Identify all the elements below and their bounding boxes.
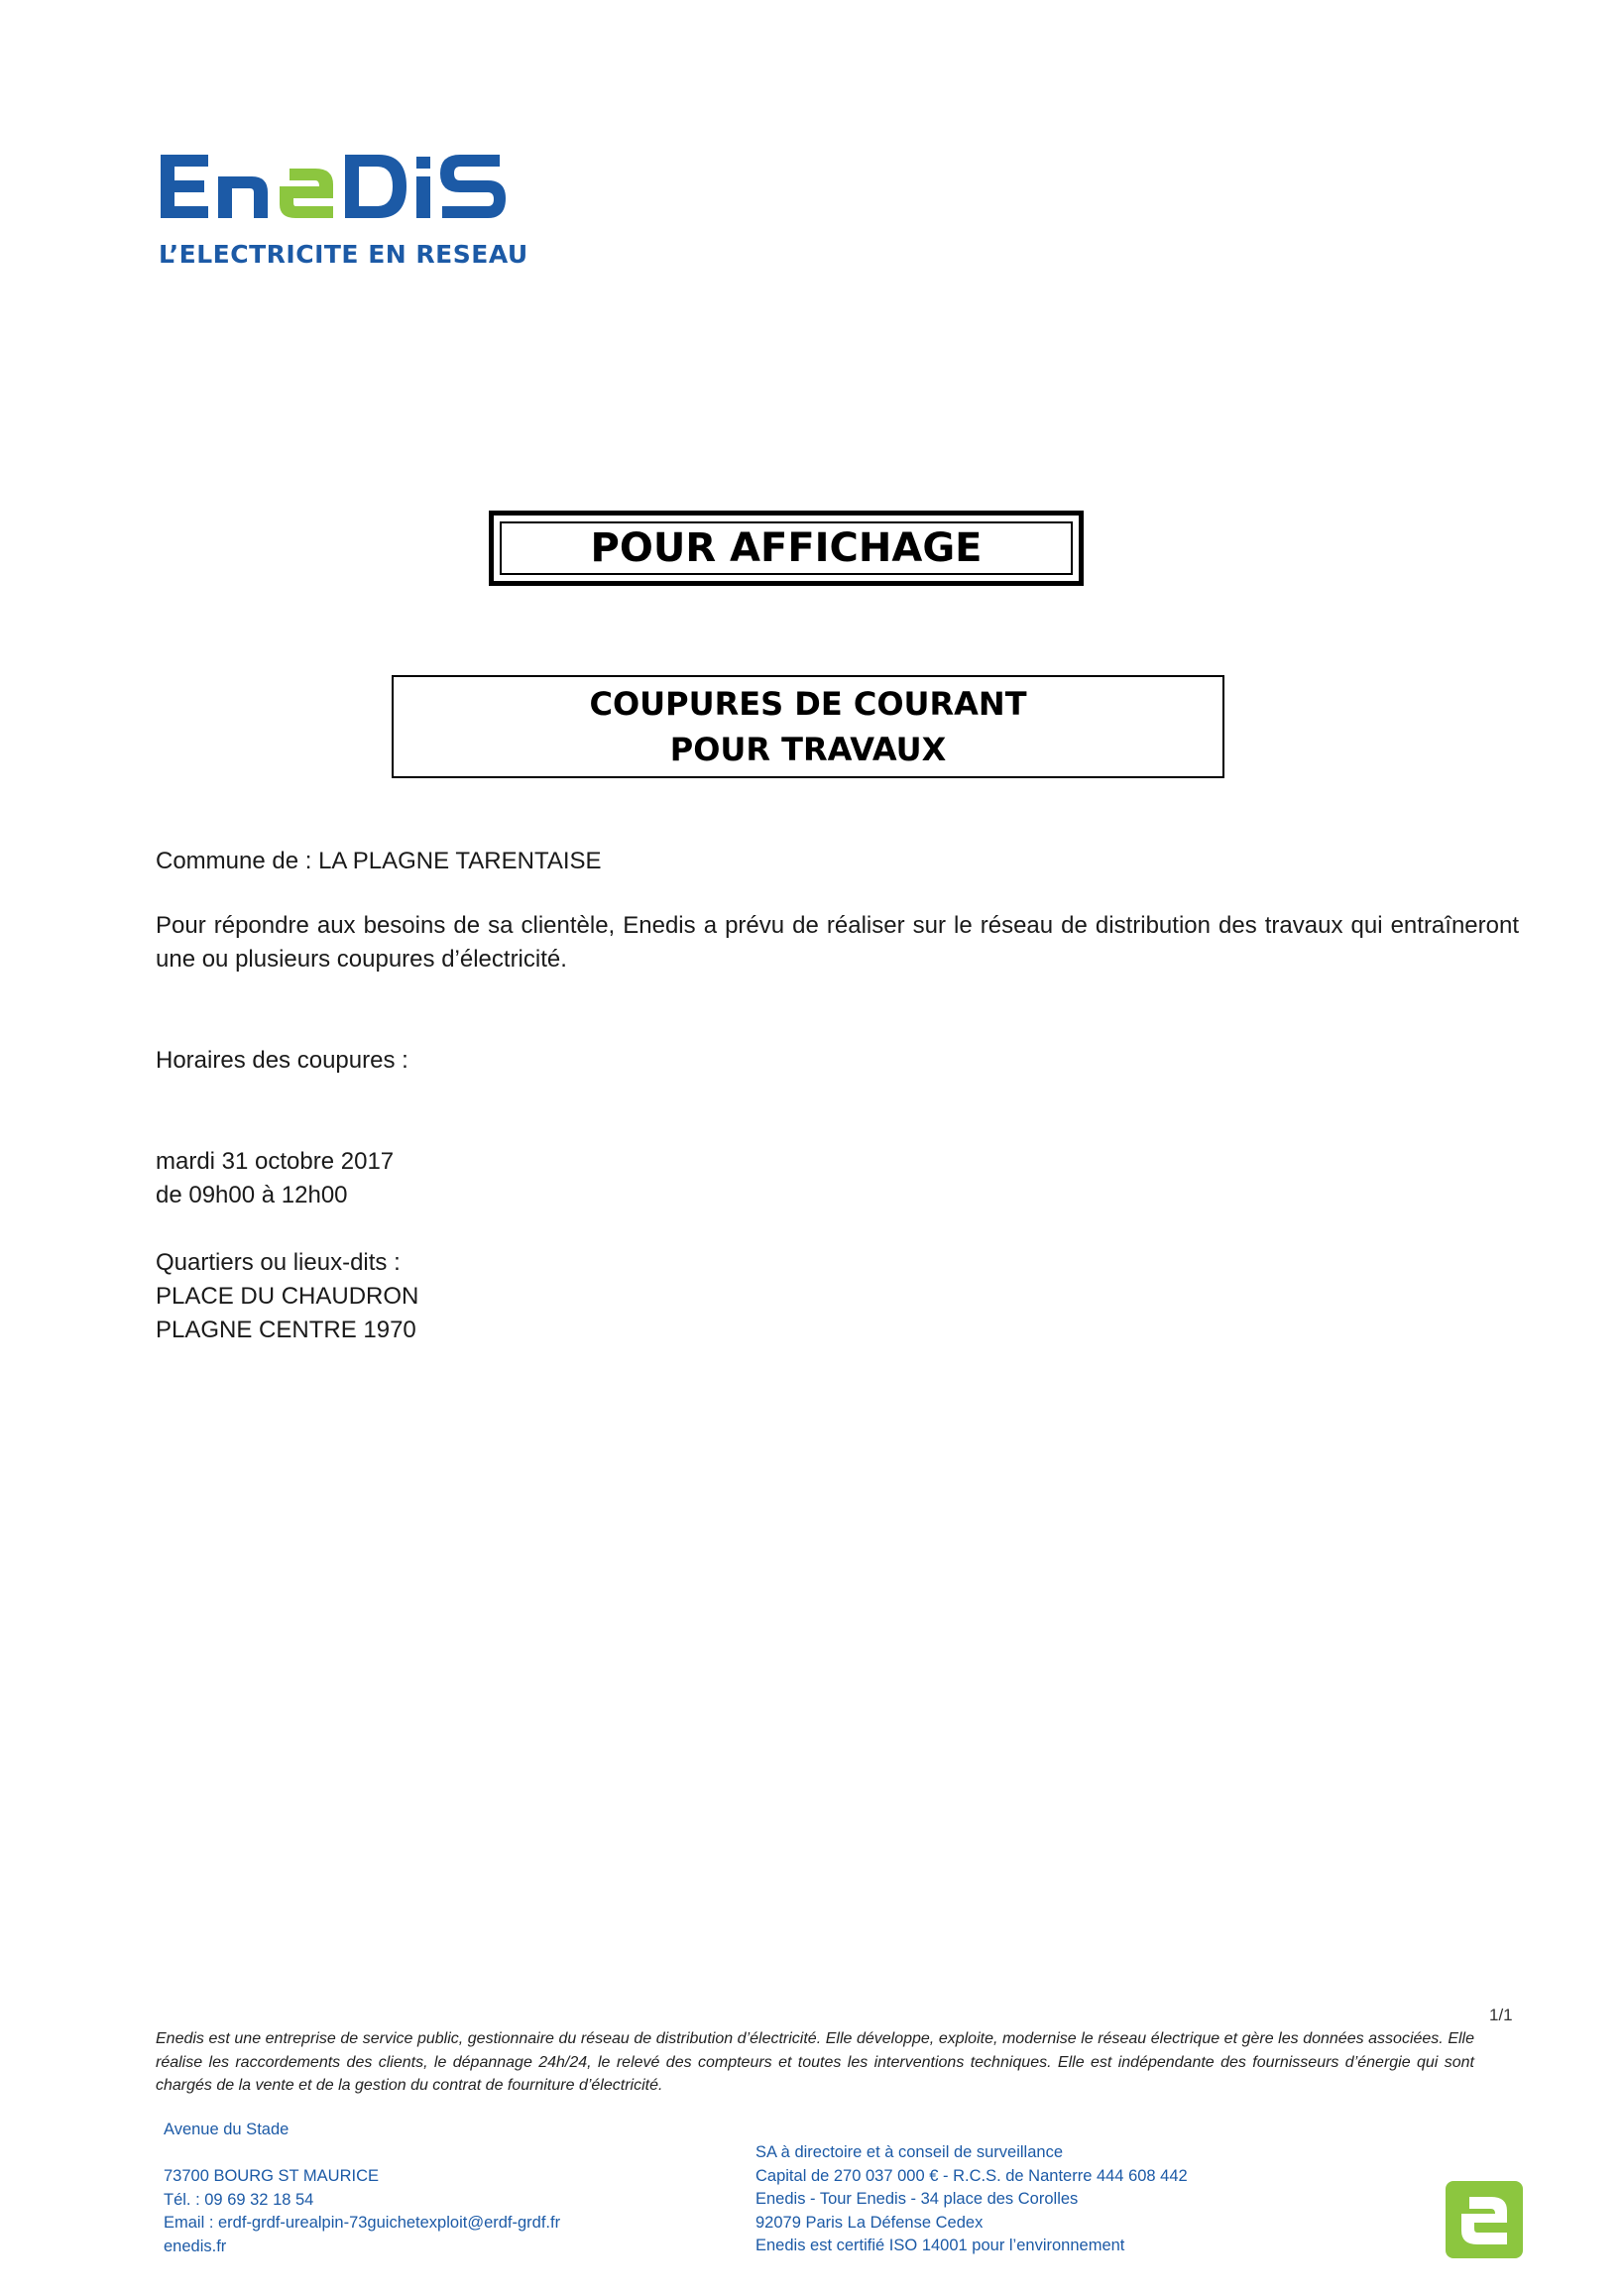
legal-line: Capital de 270 037 000 € - R.C.S. de Nanterre 444 608 442 xyxy=(755,2166,1188,2185)
intro-paragraph: Pour répondre aux besoins de sa clientèle, Enedis a prévu de réaliser sur le réseau de distribution des travaux qui entraîneront une ou plusieurs coupures d’électricité. xyxy=(156,912,1519,973)
enedis-e-icon xyxy=(1446,2181,1523,2258)
logo-wordmark xyxy=(157,147,516,240)
commune-line: Commune de : LA PLAGNE TARENTAISE xyxy=(156,848,602,874)
legal-line: Enedis est certifié ISO 14001 pour l’environnement xyxy=(755,2237,1125,2255)
legal-line: Enedis - Tour Enedis - 34 place des Corolles xyxy=(755,2190,1079,2209)
logo-tagline: L’ELECTRICITE EN RESEAU xyxy=(159,240,528,269)
address-website: enedis.fr xyxy=(164,2237,227,2255)
coupures-title-line2: POUR TRAVAUX xyxy=(669,731,947,768)
affichage-title: POUR AFFICHAGE xyxy=(590,525,983,571)
page-number: 1/1 xyxy=(1489,2006,1513,2024)
footer-disclaimer: Enedis est une entreprise de service public, gestionnaire du réseau de distribution d’électricité. Elle développe, exploite, modernise le réseau électrique et gère les données associées. Elle réalise les raccordements des clients, le dépannage 24h/24, le relevé des compteurs et toutes les interventions techniques. Elle est indépendante des fournisseurs d’énergie qui sont chargés de la vente et de la gestion du contrat de fourniture d’électricité. xyxy=(156,2030,1474,2094)
affichage-box-inner xyxy=(500,521,1073,575)
address-street: Avenue du Stade xyxy=(164,2121,290,2138)
horaires-label: Horaires des coupures : xyxy=(156,1047,408,1074)
address-city: 73700 BOURG ST MAURICE xyxy=(164,2167,380,2186)
place-item: PLAGNE CENTRE 1970 xyxy=(156,1317,416,1343)
enedis-wordmark-icon xyxy=(157,147,516,226)
legal-line: 92079 Paris La Défense Cedex xyxy=(755,2213,984,2232)
enedis-logo xyxy=(157,147,528,276)
outage-date: mardi 31 octobre 2017 xyxy=(156,1148,395,1175)
address-phone: Tél. : 09 69 32 18 54 xyxy=(164,2190,314,2209)
outage-time: de 09h00 à 12h00 xyxy=(156,1182,348,1208)
legal-line: SA à directoire et à conseil de surveillance xyxy=(755,2143,1064,2161)
address-email: Email : erdf-grdf-urealpin-73guichetexploit@erdf-grdf.fr xyxy=(164,2214,561,2233)
place-item: PLACE DU CHAUDRON xyxy=(156,1283,419,1310)
address-left xyxy=(164,2119,560,2259)
coupures-box xyxy=(392,675,1224,778)
address-right xyxy=(755,2141,1188,2258)
quartiers-label: Quartiers ou lieux-dits : xyxy=(156,1249,401,1276)
affichage-box xyxy=(489,511,1084,586)
coupures-title-line1: COUPURES DE COURANT xyxy=(589,685,1027,723)
